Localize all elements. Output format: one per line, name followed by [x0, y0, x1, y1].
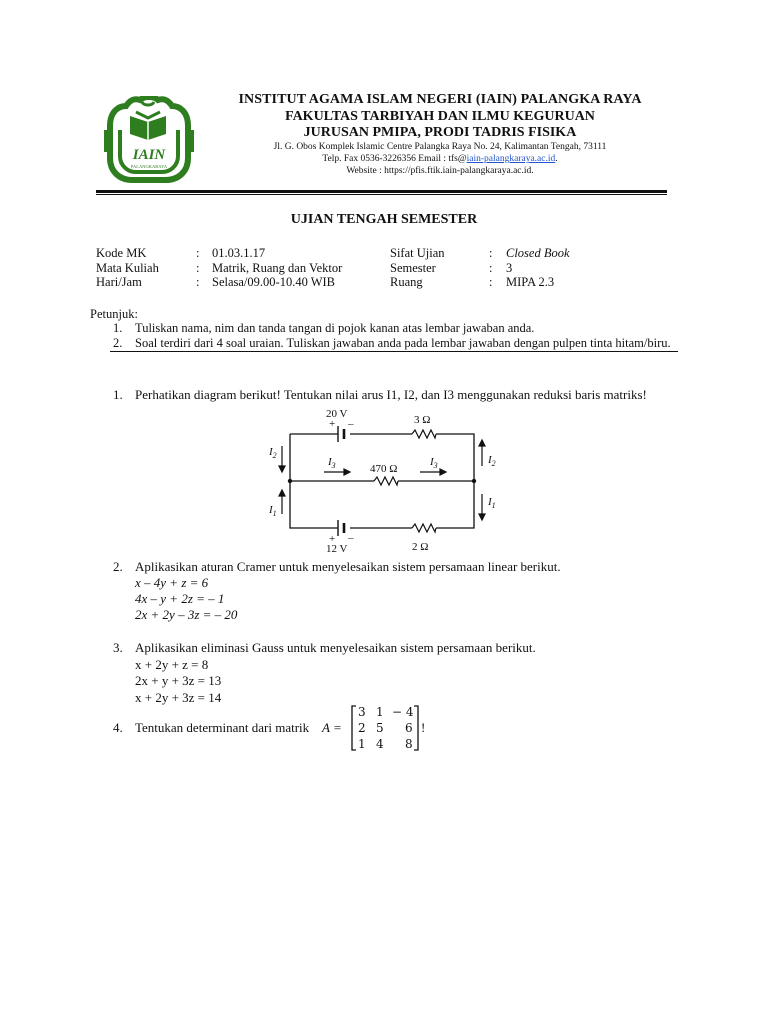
- minus-sign: –: [348, 532, 354, 544]
- question-number: 2.: [113, 559, 123, 574]
- current-label: I: [269, 504, 273, 516]
- matrix-cell: 4: [376, 737, 384, 751]
- info-sep: :: [196, 275, 200, 289]
- info-label-kode: Kode MK: [96, 246, 147, 260]
- matrix-cell: 3: [358, 705, 366, 719]
- contact-line: [200, 154, 680, 164]
- website: Website : https://pfis.ftik.iain-palangkaraya.ac.id.: [346, 166, 534, 176]
- info-label-ruang: Ruang: [390, 275, 423, 289]
- current-subscript: 3: [331, 461, 336, 470]
- petunjuk-item: Soal terdiri dari 4 soal uraian. Tuliskan jawaban anda pada lembar jawaban dengan pulpen tinta hitam/biru.: [135, 336, 671, 350]
- matrix-cell: 1: [376, 705, 384, 719]
- resistor-bottom-label: 2 Ω: [412, 541, 429, 553]
- info-sep: :: [196, 246, 200, 260]
- matrix-cell: 2: [358, 721, 366, 735]
- info-sep: :: [489, 261, 493, 275]
- resistor-top-label: 3 Ω: [414, 414, 431, 426]
- current-subscript: 1: [491, 501, 496, 510]
- matrix-cell: 5: [376, 721, 384, 735]
- plus-sign: +: [329, 533, 336, 545]
- question-2-text: Aplikasikan aturan Cramer untuk menyelesaikan sistem persamaan linear berikut.: [135, 559, 561, 574]
- matrix-cell: 1: [358, 737, 366, 751]
- svg-text:I3: [429, 456, 438, 470]
- info-label-sifat: Sifat Ujian: [390, 246, 445, 260]
- current-subscript: 2: [491, 459, 496, 468]
- matrix-variable: A =: [322, 720, 342, 735]
- petunjuk-rule: [110, 351, 678, 352]
- equation: x + 2y + 3z = 14: [135, 690, 222, 705]
- logo-subtext: PALANGKARAYA: [130, 164, 168, 169]
- iain-logo: [100, 96, 198, 188]
- petunjuk-label: Petunjuk:: [90, 307, 138, 321]
- current-label: I: [488, 454, 492, 466]
- question-3-text: Aplikasikan eliminasi Gauss untuk menyelesaikan sistem persamaan berikut.: [135, 640, 536, 655]
- junction-left: [288, 479, 292, 483]
- current-label: I: [328, 456, 332, 468]
- equation: 2x + 2y – 3z = – 20: [135, 607, 238, 622]
- circuit-diagram: [260, 406, 510, 556]
- matrix-cell: 8: [405, 737, 413, 751]
- institution-name: INSTITUT AGAMA ISLAM NEGERI (IAIN) PALANGKA RAYA: [238, 92, 642, 107]
- equation: x – 4y + z = 6: [135, 575, 209, 590]
- svg-text:I1: [487, 496, 496, 510]
- question-1-text: Perhatikan diagram berikut! Tentukan nilai arus I1, I2, dan I3 menggunakan reduksi baris matriks!: [135, 387, 647, 402]
- current-subscript: 2: [272, 451, 277, 460]
- question-number: 1.: [113, 387, 123, 402]
- current-label: I: [269, 446, 273, 458]
- svg-text:I2: [268, 446, 277, 460]
- info-label-harijam: Hari/Jam: [96, 275, 142, 289]
- header-rule-thin: [96, 194, 667, 195]
- header-rule-thick: [96, 190, 667, 193]
- question-number: 3.: [113, 640, 123, 655]
- info-sep: :: [489, 246, 493, 260]
- equation: x + 2y + z = 8: [135, 657, 209, 672]
- equation: 4x – y + 2z = – 1: [135, 591, 225, 606]
- junction-right: [472, 479, 476, 483]
- info-value-matkul: Matrik, Ruang dan Vektor: [212, 261, 343, 275]
- info-value-harijam: Selasa/09.00-10.40 WIB: [212, 275, 336, 289]
- faculty-name: FAKULTAS TARBIYAH DAN ILMU KEGURUAN: [285, 109, 595, 124]
- telp-suffix: .: [555, 154, 558, 164]
- exam-title: UJIAN TENGAH SEMESTER: [290, 212, 478, 227]
- petunjuk-num: 1.: [113, 321, 123, 335]
- question-4-text: Tentukan determinant dari matrik: [135, 720, 310, 735]
- plus-sign: +: [329, 418, 336, 430]
- current-label: I: [430, 456, 434, 468]
- svg-text:I3: [327, 456, 336, 470]
- question-number: 4.: [113, 720, 123, 735]
- info-sep: :: [489, 275, 493, 289]
- info-label-semester: Semester: [390, 261, 436, 275]
- question-4-end: !: [421, 720, 426, 735]
- resistor-mid-label: 470 Ω: [370, 463, 398, 475]
- petunjuk-item: Tuliskan nama, nim dan tanda tangan di pojok kanan atas lembar jawaban anda.: [135, 321, 535, 335]
- info-value-semester: 3: [506, 261, 513, 275]
- petunjuk-num: 2.: [113, 336, 123, 350]
- current-label: I: [488, 496, 492, 508]
- current-subscript: 3: [433, 461, 438, 470]
- telp-text: Telp. Fax 0536-3226356 Email : tfs@: [322, 154, 467, 164]
- current-subscript: 1: [272, 509, 277, 518]
- info-value-kode: 01.03.1.17: [212, 246, 266, 260]
- voltage-top: 20 V: [326, 408, 348, 420]
- info-value-sifat: Closed Book: [506, 246, 570, 260]
- info-label-matkul: Mata Kuliah: [96, 261, 159, 275]
- department-name: JURUSAN PMIPA, PRODI TADRIS FISIKA: [303, 125, 577, 140]
- logo-text: IAIN: [132, 147, 166, 163]
- email-link[interactable]: iain-palangkaraya.ac.id: [466, 154, 556, 164]
- svg-text:I1: [268, 504, 277, 518]
- info-sep: :: [196, 261, 200, 275]
- minus-sign: –: [348, 418, 354, 430]
- equation: 2x + y + 3z = 13: [135, 673, 222, 688]
- address: Jl. G. Obos Komplek Islamic Centre Palangka Raya No. 24, Kalimantan Tengah, 73111: [273, 142, 607, 152]
- voltage-bottom: 12 V: [326, 543, 348, 555]
- info-value-ruang: MIPA 2.3: [506, 275, 555, 289]
- matrix-cell: − 4: [392, 705, 414, 719]
- svg-text:I2: [487, 454, 496, 468]
- matrix-cell: 6: [405, 721, 413, 735]
